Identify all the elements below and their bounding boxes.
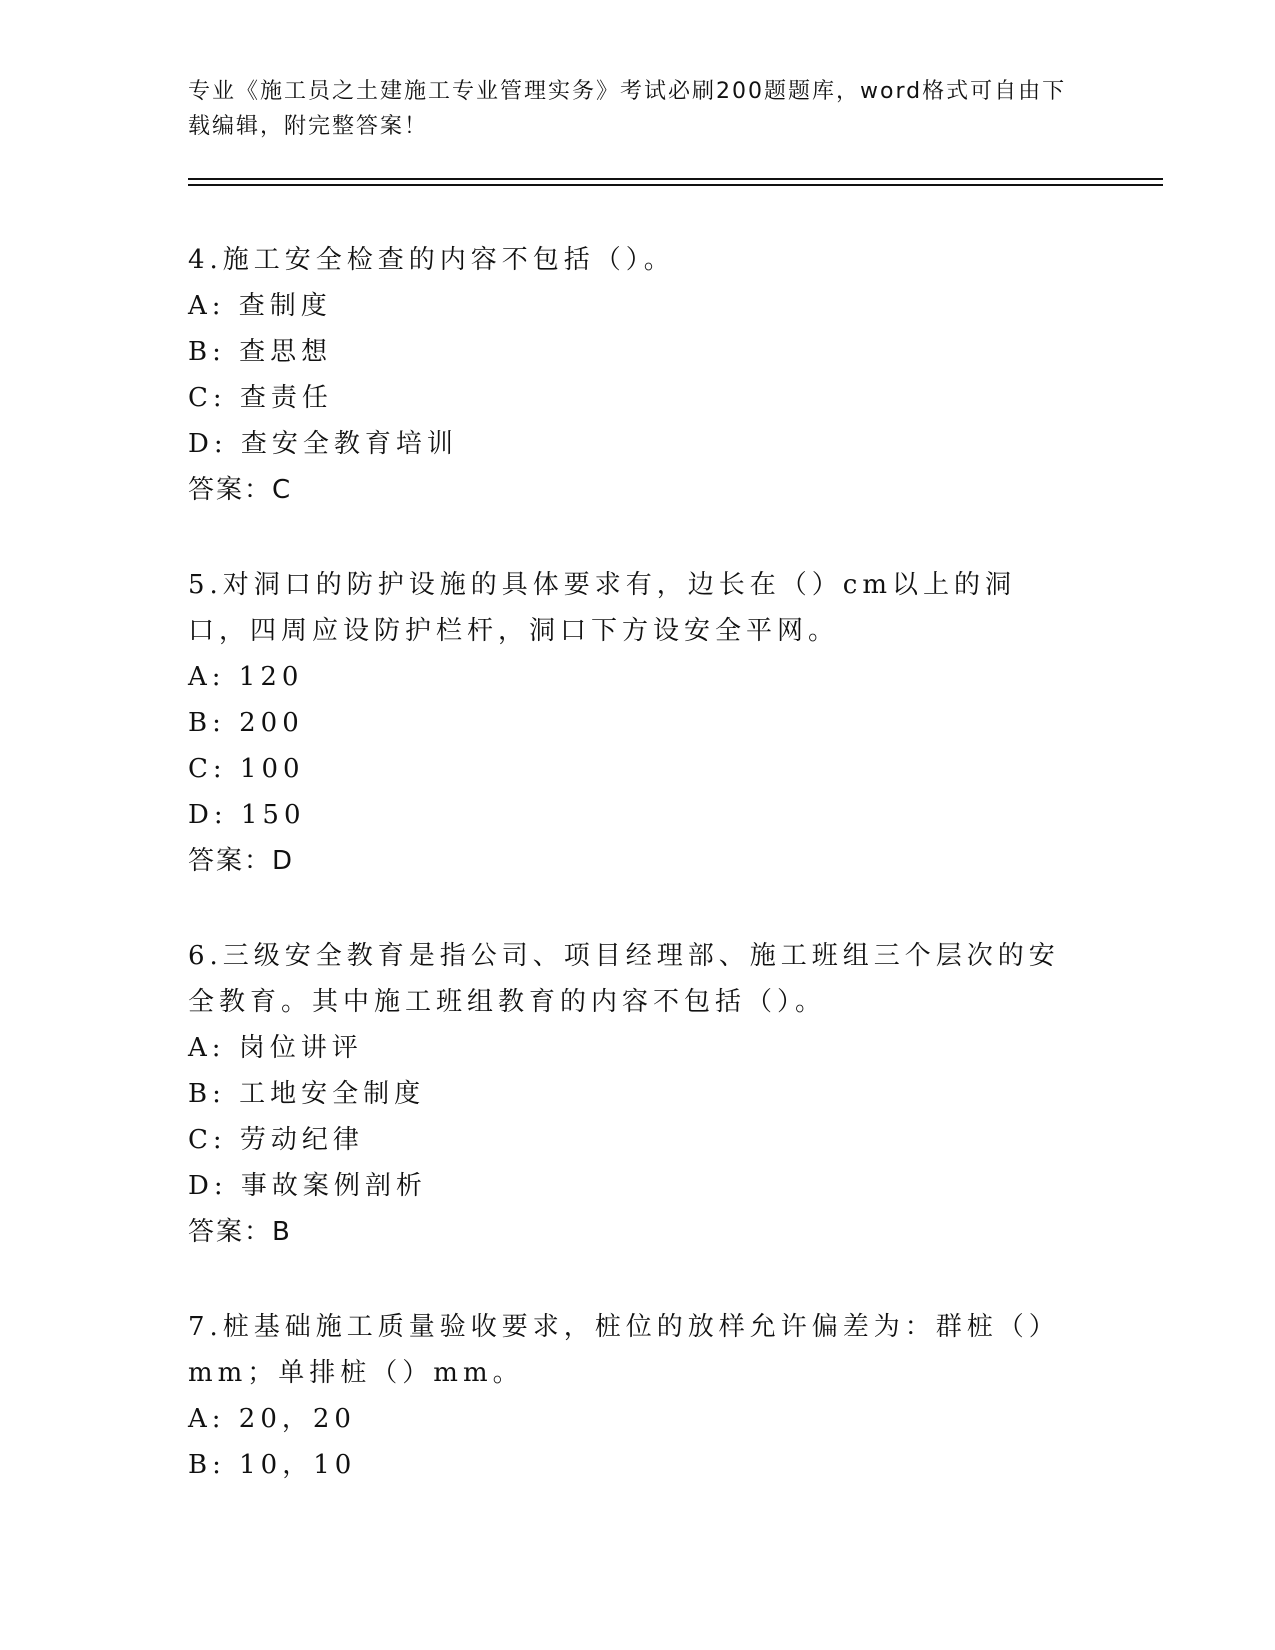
header-divider-top xyxy=(188,178,1163,180)
option-a: A: 20，20 xyxy=(188,1404,356,1434)
question-4 xyxy=(188,237,1088,513)
option-d: D: 事故案例剖析 xyxy=(188,1171,427,1201)
answer-line: 答案：B xyxy=(188,1217,292,1247)
question-stem: 5.对洞口的防护设施的具体要求有，边长在（）cm以上的洞口，四周应设防护栏杆，洞口下方设安全平网。 xyxy=(188,570,1017,646)
question-stem: 6.三级安全教育是指公司、项目经理部、施工班组三个层次的安全教育。其中施工班组教育的内容不包括（）。 xyxy=(188,941,1060,1017)
option-a: A: 查制度 xyxy=(188,291,332,321)
option-b: B: 200 xyxy=(188,708,304,738)
option-b: B: 工地安全制度 xyxy=(188,1079,426,1109)
question-stem: 7.桩基础施工质量验收要求，桩位的放样允许偏差为：群桩（）mm；单排桩（）mm。 xyxy=(188,1312,1060,1388)
option-c: C: 100 xyxy=(188,754,305,784)
answer-line: 答案：C xyxy=(188,475,293,505)
header-divider-bottom xyxy=(188,184,1163,186)
question-7 xyxy=(188,1304,1088,1488)
option-a: A: 120 xyxy=(188,662,304,692)
document-header: 专业《施工员之土建施工专业管理实务》考试必刷200题题库，word格式可自由下载编辑，附完整答案！ xyxy=(188,79,1067,139)
option-d: D: 查安全教育培训 xyxy=(188,429,458,459)
option-d: D: 150 xyxy=(188,800,306,830)
option-b: B: 查思想 xyxy=(188,337,333,367)
option-b: B: 10，10 xyxy=(188,1450,357,1480)
question-stem: 4.施工安全检查的内容不包括（）。 xyxy=(188,245,675,275)
question-5 xyxy=(188,562,1088,884)
answer-line: 答案：D xyxy=(188,846,295,876)
option-c: C: 劳动纪律 xyxy=(188,1125,364,1155)
option-a: A: 岗位讲评 xyxy=(188,1033,363,1063)
question-6 xyxy=(188,933,1088,1255)
option-c: C: 查责任 xyxy=(188,383,333,413)
question-list xyxy=(188,237,1088,1537)
